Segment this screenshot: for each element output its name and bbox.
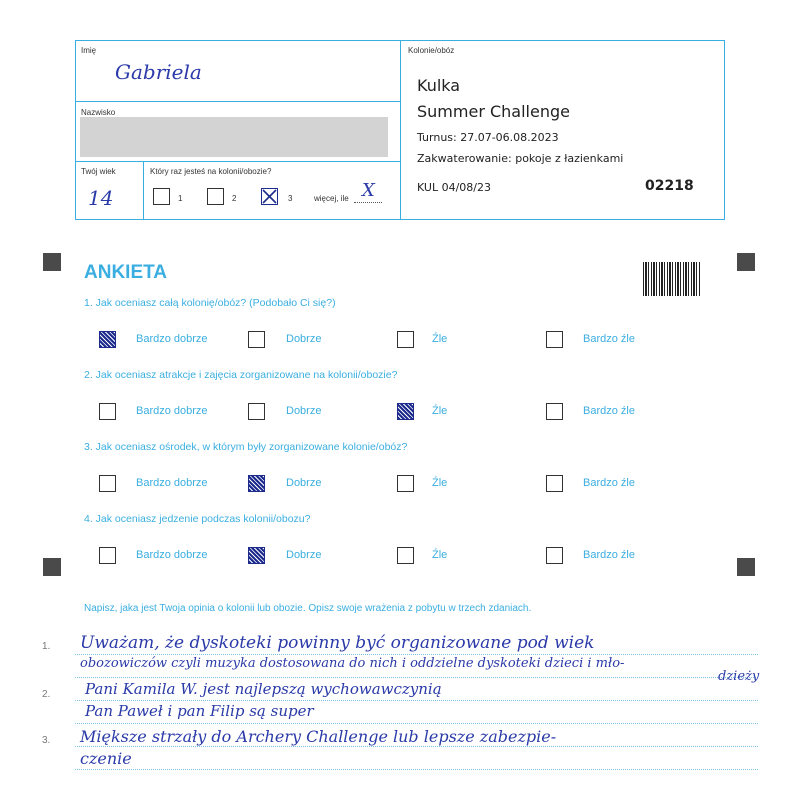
opinion-prompt: Napisz, jaka jest Twoja opinia o kolonii lub obozie. Opisz swoje wrażenia z pobytu w trzech zdaniach. [84, 603, 532, 614]
answer-line [75, 677, 758, 678]
accommodation: Zakwaterowanie: pokoje z łazienkami [417, 152, 624, 165]
answer-line-2[interactable]: obozowiczów czyli muzyka dostosowana do nich i oddzielne dyskoteki dzieci i mło- [80, 656, 625, 671]
q1-checkbox-1[interactable] [99, 331, 116, 348]
q4-checkbox-4[interactable] [546, 547, 563, 564]
q2-checkbox-4[interactable] [546, 403, 563, 420]
answer-line-2-cont[interactable]: dzieży [718, 669, 760, 684]
times-option-3: 3 [288, 194, 293, 203]
q4-option-label-4: Bardzo źle [583, 549, 635, 561]
answer-line-6[interactable]: czenie [80, 749, 132, 768]
times-option-2: 2 [232, 194, 237, 203]
more-label: więcej, ile [314, 194, 349, 203]
answer-number-3: 3. [42, 735, 51, 746]
q2-checkbox-1[interactable] [99, 403, 116, 420]
registration-marker [43, 558, 61, 576]
registration-marker [737, 253, 755, 271]
answer-line [75, 723, 758, 724]
q2-option-label-3: Źle [432, 405, 448, 417]
header-rule [75, 101, 400, 102]
q3-checkbox-2[interactable] [248, 475, 265, 492]
answer-number-2: 2. [42, 689, 51, 700]
header-divider [143, 161, 144, 220]
form-number: 02218 [645, 178, 694, 194]
registration-marker [43, 253, 61, 271]
q3-checkbox-1[interactable] [99, 475, 116, 492]
age-value[interactable]: 14 [88, 186, 114, 210]
name-label: Imię [81, 46, 97, 55]
answer-line-1[interactable]: Uważam, że dyskoteki powinny być organizowane pod wiek [80, 633, 595, 653]
more-line [354, 202, 382, 203]
survey-title: ANKIETA [84, 262, 168, 283]
q1-checkbox-4[interactable] [546, 331, 563, 348]
answer-line-5[interactable]: Miększe strzały do Archery Challenge lub lepsze zabezpie- [80, 727, 557, 746]
age-label: Twój wiek [81, 167, 116, 176]
q1-checkbox-2[interactable] [248, 331, 265, 348]
q3-option-label-1: Bardzo dobrze [136, 477, 208, 489]
camp-label: Kolonie/obóz [408, 46, 455, 55]
registration-marker [737, 558, 755, 576]
q4-checkbox-1[interactable] [99, 547, 116, 564]
answer-line-4[interactable]: Pan Paweł i pan Filip są super [85, 702, 314, 720]
q2-option-label-2: Dobrze [286, 405, 322, 417]
q4-option-label-1: Bardzo dobrze [136, 549, 208, 561]
times-option-1: 1 [178, 194, 183, 203]
times-checkbox-2[interactable] [207, 188, 224, 205]
surname-label: Nazwisko [81, 108, 116, 117]
q3-checkbox-3[interactable] [397, 475, 414, 492]
x-mark-icon [261, 188, 278, 205]
q3-option-label-3: Źle [432, 477, 448, 489]
answer-line [75, 746, 758, 747]
q1-option-label-1: Bardzo dobrze [136, 333, 208, 345]
q4-checkbox-2[interactable] [248, 547, 265, 564]
answer-line [75, 700, 758, 701]
question-4: 4. Jak oceniasz jedzenie podczas kolonii/obozu? [84, 513, 311, 525]
q2-option-label-1: Bardzo dobrze [136, 405, 208, 417]
q4-option-label-3: Źle [432, 549, 448, 561]
header-rule [75, 161, 400, 162]
q3-option-label-4: Bardzo źle [583, 477, 635, 489]
q3-option-label-2: Dobrze [286, 477, 322, 489]
turnus: Turnus: 27.07-06.08.2023 [417, 131, 559, 144]
q4-option-label-2: Dobrze [286, 549, 322, 561]
answer-line [75, 654, 758, 655]
camp-code: KUL 04/08/23 [417, 181, 491, 194]
answer-line-3[interactable]: Pani Kamila W. jest najlepszą wychowawczynią [85, 680, 442, 698]
q1-option-label-4: Bardzo źle [583, 333, 635, 345]
name-value[interactable]: Gabriela [115, 60, 202, 84]
barcode [643, 262, 701, 296]
redacted-surname [80, 117, 388, 157]
times-checkbox-3[interactable] [261, 188, 278, 205]
header-divider [400, 40, 401, 220]
more-value[interactable]: X [362, 180, 375, 201]
q4-checkbox-3[interactable] [397, 547, 414, 564]
question-2: 2. Jak oceniasz atrakcje i zajęcia zorganizowane na kolonii/obozie? [84, 369, 398, 381]
q3-checkbox-4[interactable] [546, 475, 563, 492]
q2-checkbox-3[interactable] [397, 403, 414, 420]
camp-name: Kulka [417, 76, 461, 95]
camp-program: Summer Challenge [417, 102, 570, 121]
q2-checkbox-2[interactable] [248, 403, 265, 420]
times-label: Który raz jesteś na kolonii/obozie? [150, 167, 272, 176]
q1-option-label-2: Dobrze [286, 333, 322, 345]
answer-line [75, 769, 758, 770]
q1-option-label-3: Źle [432, 333, 448, 345]
question-1: 1. Jak oceniasz całą kolonię/obóz? (Podobało Ci się?) [84, 297, 336, 309]
q1-checkbox-3[interactable] [397, 331, 414, 348]
q2-option-label-4: Bardzo źle [583, 405, 635, 417]
answer-number-1: 1. [42, 641, 51, 652]
question-3: 3. Jak oceniasz ośrodek, w którym były zorganizowane kolonie/obóz? [84, 441, 408, 453]
times-checkbox-1[interactable] [153, 188, 170, 205]
